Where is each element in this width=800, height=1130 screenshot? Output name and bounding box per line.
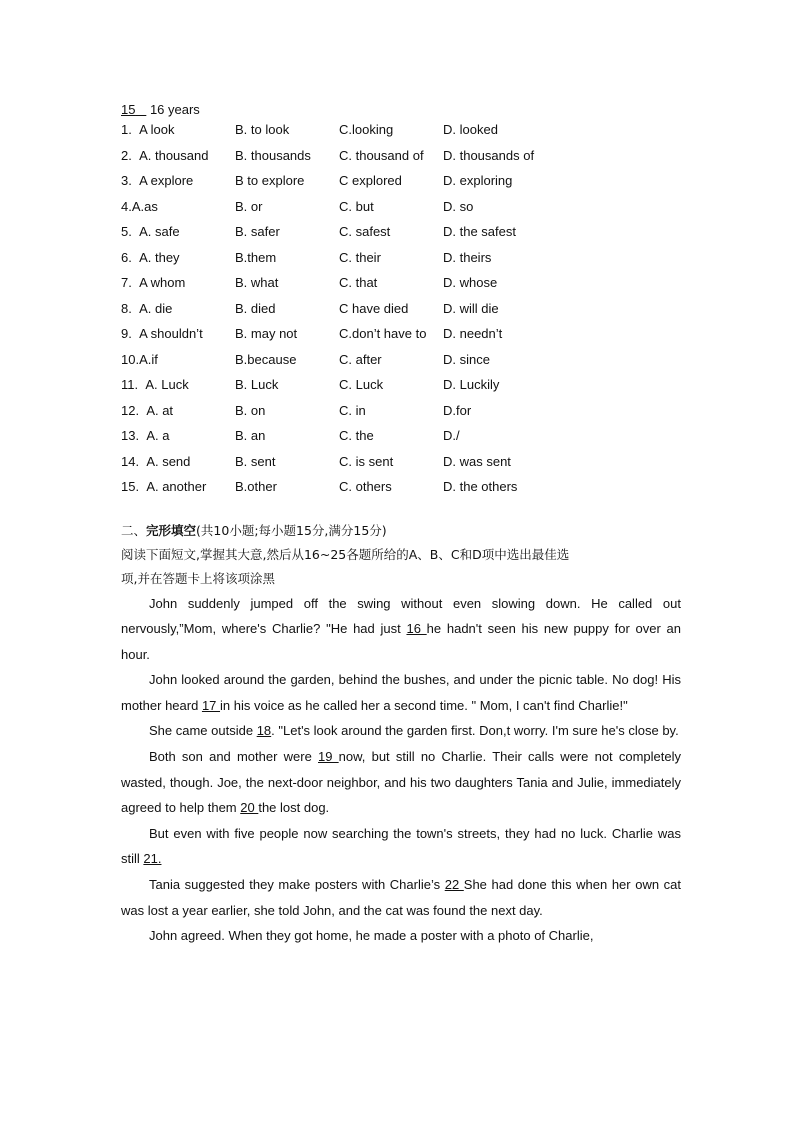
question-number: 10.: [121, 351, 140, 367]
question-row: [121, 350, 681, 376]
option-b: B. on: [235, 402, 266, 418]
option-b: B. or: [235, 198, 263, 214]
option-d: D. will die: [443, 300, 499, 316]
option-b: B. may not: [235, 326, 298, 341]
option-c: C. after: [339, 351, 382, 367]
option-c: C. others: [339, 479, 392, 494]
option-a: 1. A look: [121, 122, 175, 137]
passage-paragraph-1: John suddenly jumped off the swing without even slowing down. He called out nervously,”Mom, where's Charlie? "He had just 16 he hadn't seen his new puppy for over an hour.: [121, 595, 681, 662]
question-row: [121, 375, 681, 401]
question-row: [121, 120, 681, 146]
option-c: C. thousand of: [339, 147, 424, 163]
question-row: [121, 222, 681, 248]
option-a: 4.A.as: [121, 198, 158, 214]
option-c: C. safest: [339, 224, 391, 239]
option-c: C. Luck: [339, 377, 384, 392]
option-a: 6. A. they: [121, 249, 180, 265]
option-c: C have died: [339, 300, 409, 316]
option-a: 7. A whom: [121, 275, 186, 290]
option-d: D. so: [443, 198, 474, 214]
option-a: 9. A shouldn’t: [121, 326, 203, 341]
option-a: 13. A. a: [121, 428, 170, 443]
option-a: 11. A. Luck: [121, 377, 189, 392]
option-d: D. was sent: [443, 453, 511, 469]
answer-number: 15: [121, 102, 136, 117]
option-b: B.them: [235, 249, 277, 265]
option-b: B. safer: [235, 224, 280, 239]
option-b: B.because: [235, 351, 297, 367]
option-d: D. looked: [443, 122, 498, 137]
question-number: 12.: [121, 402, 140, 418]
blank-22: 22: [444, 877, 464, 893]
question-number: 15.: [121, 479, 140, 494]
question-number: 8.: [121, 300, 132, 316]
question-list: [121, 120, 681, 503]
option-d: D. needn’t: [443, 326, 503, 341]
option-d: D. since: [443, 351, 490, 367]
option-c: C. in: [339, 402, 366, 418]
option-d: D. the safest: [443, 224, 516, 239]
question-row: [121, 426, 681, 452]
question-number: 1.: [121, 122, 132, 137]
question-number: 7.: [121, 275, 132, 290]
question-row: [121, 273, 681, 299]
option-d: D. Luckily: [443, 377, 500, 392]
option-d: D./: [443, 428, 460, 443]
question-row: [121, 477, 681, 503]
question-row: [121, 452, 681, 478]
question-number: 5.: [121, 224, 132, 239]
option-d: D. theirs: [443, 249, 492, 265]
question-number: 13.: [121, 428, 140, 443]
option-c: C. their: [339, 249, 381, 265]
option-a: 2. A. thousand: [121, 147, 209, 163]
option-a: 8. A. die: [121, 300, 173, 316]
question-row: [121, 248, 681, 274]
exam-page: [121, 100, 681, 949]
question-row: [121, 171, 681, 197]
question-row: [121, 401, 681, 427]
option-c: C. the: [339, 428, 374, 443]
question-row: [121, 299, 681, 325]
option-b: B. what: [235, 275, 279, 290]
question-row: [121, 197, 681, 223]
blank-19: 19: [318, 749, 339, 765]
option-d: D. whose: [443, 275, 498, 290]
option-b: B to explore: [235, 173, 305, 188]
blank-21: 21.: [143, 851, 162, 867]
question-row: [121, 146, 681, 172]
option-a: 14. A. send: [121, 453, 191, 469]
option-a: 10.A.if: [121, 351, 158, 367]
option-b: B. Luck: [235, 377, 279, 392]
question-number: 2.: [121, 147, 132, 163]
option-b: B. thousands: [235, 147, 311, 163]
section-2-instruction: 阅读下面短文,掌握其大意,然后从16~25各题所给的A、B、C和D项中选出最佳选: [121, 546, 570, 562]
answer-text: 16 years: [149, 102, 200, 117]
option-c: C.looking: [339, 122, 394, 137]
question-number: 14.: [121, 453, 140, 469]
question-number: 4.: [121, 198, 132, 214]
option-b: B. sent: [235, 453, 276, 469]
question-number: 11.: [121, 377, 139, 392]
passage-paragraph-4: Both son and mother were 19 now, but still no Charlie. Their calls were not completely wasted, though. Joe, the next-door neighbor, and his two daughters Tania and Julie, immediately agreed to help them 20 the lost dog.: [121, 749, 681, 816]
option-d: D. thousands of: [443, 147, 535, 163]
option-c: C. but: [339, 198, 374, 214]
passage-paragraph-3: She came outside 18. "Let's look around the garden first. Don,t worry. I'm sure he's close by.: [149, 723, 679, 739]
passage-paragraph-5: But even with five people now searching the town's streets, they had no luck. Charlie was still 21.: [121, 825, 681, 867]
section-2-title: 二、完形填空(共10小题;每小题15分,满分15分): [121, 522, 387, 538]
option-b: B.other: [235, 479, 277, 494]
option-a: 5. A. safe: [121, 224, 180, 239]
section-2-instruction-cont: 项,并在答题卡上将该项涂黑: [121, 570, 275, 586]
option-c: C. that: [339, 275, 378, 290]
blank-16: 16: [406, 621, 427, 637]
option-a: 15. A. another: [121, 479, 207, 494]
option-c: C explored: [339, 173, 402, 188]
blank-18: 18: [256, 723, 272, 739]
option-b: B. died: [235, 300, 276, 316]
answer-line-15: [121, 100, 681, 120]
option-a: 12. A. at: [121, 402, 174, 418]
option-c: C. is sent: [339, 453, 394, 469]
option-d: D. exploring: [443, 173, 513, 188]
option-d: D.for: [443, 402, 472, 418]
question-number: 6.: [121, 249, 132, 265]
question-number: 3.: [121, 173, 132, 188]
option-b: B. to look: [235, 122, 290, 137]
option-c: C.don’t have to: [339, 326, 427, 341]
question-row: [121, 324, 681, 350]
passage-paragraph-7: John agreed. When they got home, he made a poster with a photo of Charlie,: [149, 928, 594, 944]
blank-20: 20: [240, 800, 259, 816]
option-b: B. an: [235, 428, 266, 443]
blank-17: 17: [201, 697, 221, 713]
passage-paragraph-6: Tania suggested they make posters with Charlie’s 22 She had done this when her own cat was lost a year earlier, she told John, and the cat was found the next day.: [121, 877, 681, 918]
passage-paragraph-2: John looked around the garden, behind the bushes, and under the picnic table. No dog! His mother heard 17 in his voice as he called her a second time. " Mom, I can't find Charlie!": [121, 672, 681, 713]
option-d: D. the others: [443, 479, 518, 494]
question-number: 9.: [121, 326, 132, 341]
option-a: 3. A explore: [121, 173, 194, 188]
